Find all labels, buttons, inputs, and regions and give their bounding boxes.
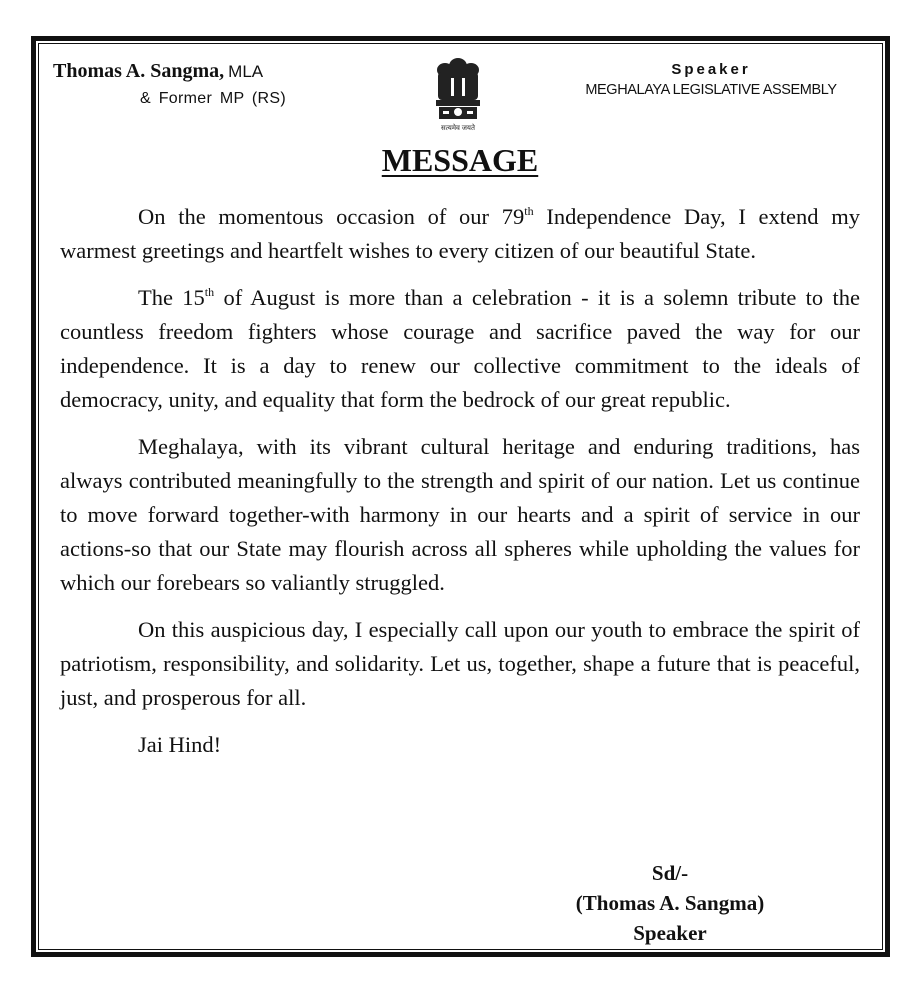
ordinal-suffix: th	[204, 285, 215, 299]
office-role: Speaker	[671, 61, 751, 78]
message-title	[0, 142, 920, 179]
emblem-motto: सत्यमेव जयते	[441, 124, 475, 132]
paragraph-1-text-cont: Independence Day, I extend my warmest greetings and heartfelt wishes to every citizen of our beautiful State.	[60, 204, 861, 263]
paragraph-1	[60, 200, 860, 268]
sender-former-role: & Former MP (RS)	[140, 90, 286, 107]
signature-name: (Thomas A. Sangma)	[575, 891, 765, 915]
paragraph-2-text-cont: of August is more than a celebration - it is a solemn tribute to the countless freedom fighters whose courage and sacrifice paved the way for our independence. It is a day to renew our collective commitment to the ideals of democracy, unity, and equality that form the bedrock of our great republic.	[60, 285, 860, 412]
paragraph-2	[60, 281, 860, 417]
sender-name: Thomas A. Sangma,	[53, 60, 225, 82]
signature-sd: Sd/-	[651, 861, 689, 885]
signature-title: Speaker	[633, 921, 707, 945]
closing-line: Jai Hind!	[138, 732, 222, 757]
paragraph-1-text: On the momentous occasion of our 79	[138, 204, 525, 229]
paragraph-4: On this auspicious day, I especially call upon our youth to embrace the spirit of patriotism, responsibility, and solidarity. Let us, together, shape a future that is peaceful, just, and prosperous for all.	[60, 617, 860, 710]
sender-designation: MLA	[228, 62, 264, 81]
national-emblem-icon	[431, 54, 485, 134]
sender-block	[53, 60, 383, 107]
paragraph-3: Meghalaya, with its vibrant cultural heritage and enduring traditions, has always contributed meaningfully to the strength and spirit of our nation. Let us continue to move forward together-with harmony in our hearts and a spirit of service in our actions-so that our State may flourish across all spheres while upholding the values for which our forebears so valiantly struggled.	[60, 434, 860, 595]
office-block	[561, 61, 861, 98]
ordinal-suffix: th	[524, 204, 534, 218]
message-title-text: MESSAGE	[381, 142, 539, 178]
office-organization: MEGHALAYA LEGISLATIVE ASSEMBLY	[585, 82, 837, 98]
message-body	[60, 200, 860, 775]
paragraph-2-text: The 15	[138, 285, 205, 310]
signature-block	[520, 858, 820, 948]
